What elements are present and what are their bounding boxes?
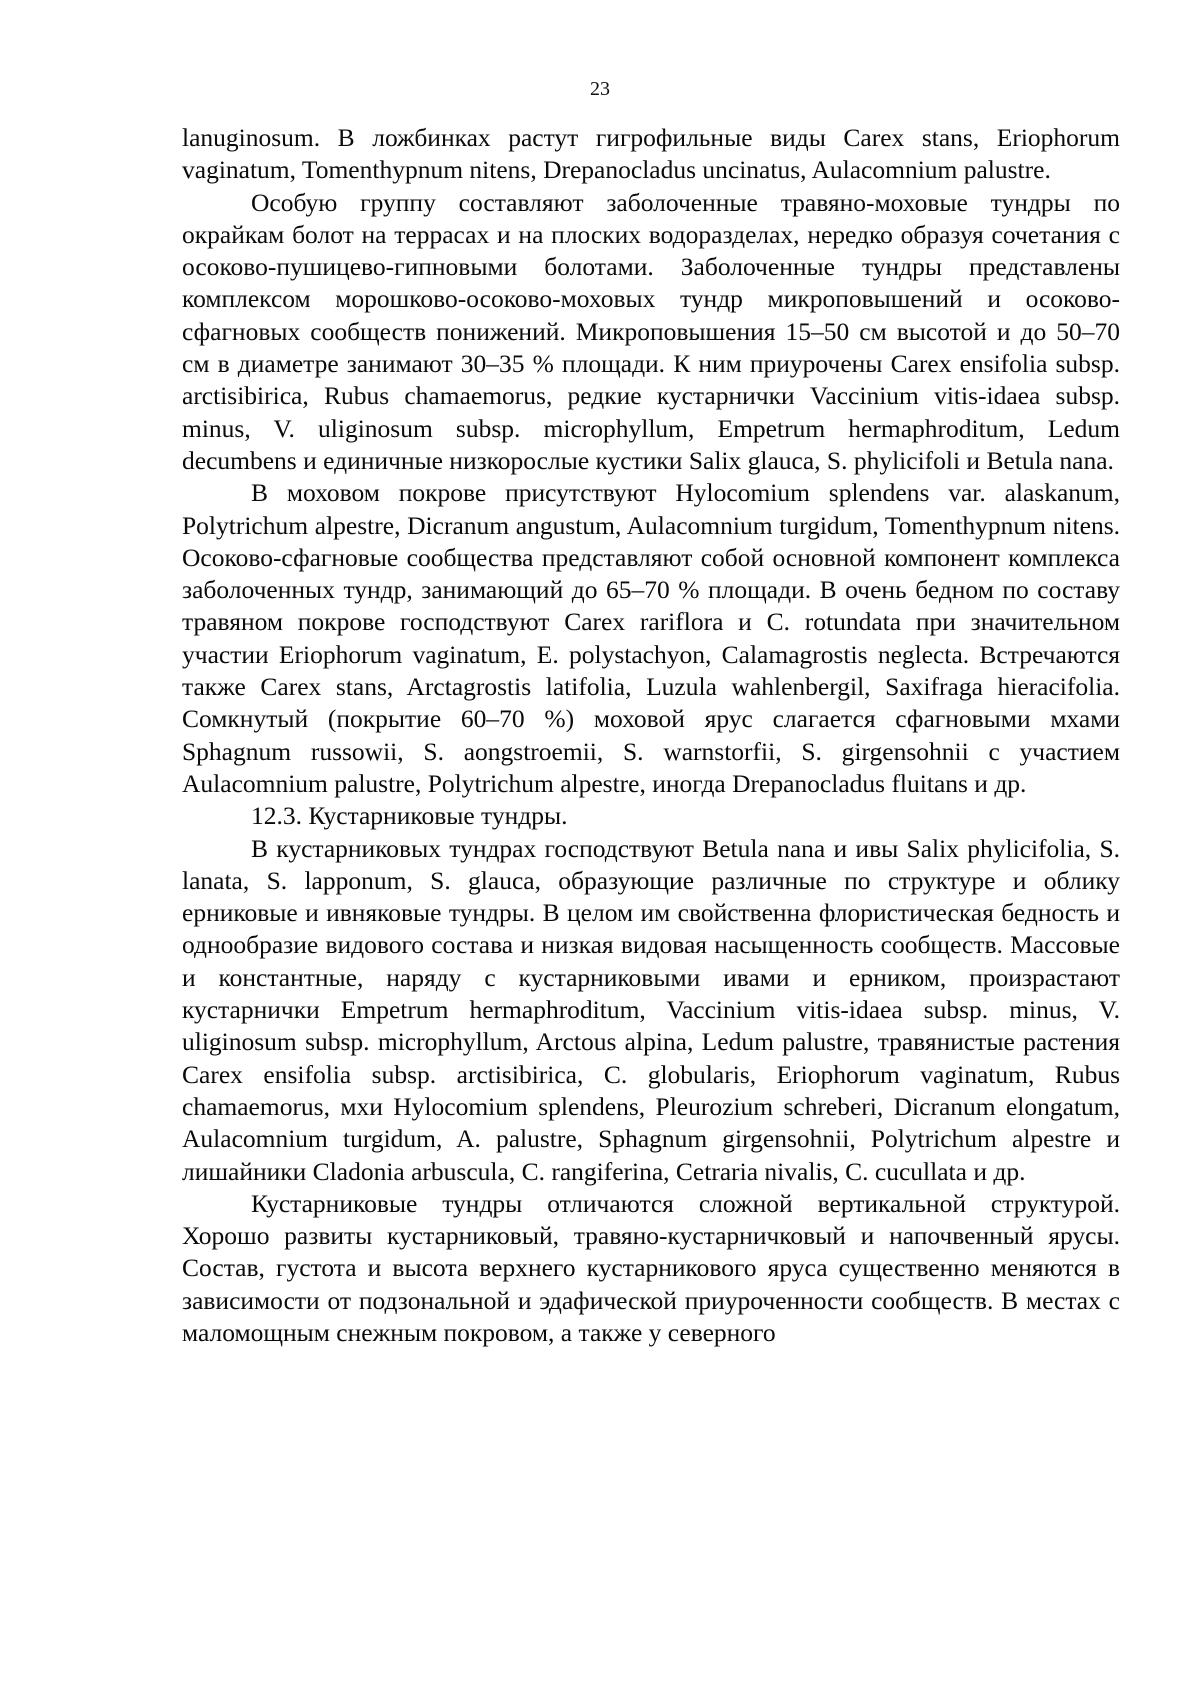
paragraph-vertical-structure: Кустарниковые тундры отличаются сложной вертикальной структурой. Хорошо развиты кустарниковый, травяно-кустарничковый и напочвенный ярусы. Состав, густота и высота верхнего кустарникового яруса существенно меняются в зависимости от подзональной и эдафической приуроченности сообществ. В местах с маломощным снежным покровом, а также у северного [182, 1188, 1120, 1347]
paragraph-shrub-tundra: В кустарниковых тундрах господствуют Betula nana и ивы Salix phylicifolia, S. lanata, S. lapponum, S. glauca, образующие различные по структуре и облику ерниковые и ивняковые тундры. В целом им свойственна флористическая бедность и однообразие видового состава и низкая видовая насыщенность сообществ. Массовые и константные, наряду с кустарниковыми ивами и ерником, произрастают кустарнички Empetrum hermaphroditum, Vaccinium vitis-idaea subsp. minus, V. uliginosum subsp. microphyllum, Arctous alpina, Ledum palustre, травянистые растения Carex ensifolia subsp. arctisibirica, C. globularis, Eriophorum vaginatum, Rubus chamaemorus, мхи Hylocomium splendens, Pleurozium schreberi, Dicranum elongatum, Aulacomnium turgidum, A. palustre, Sphagnum girgensohnii, Polytrichum alpestre и лишайники Cladonia arbuscula, C. rangiferina, Cetraria nivalis, C. cucullata и др. [182, 833, 1120, 1186]
paragraph-continuation: lanuginosum. В ложбинках растут гигрофильные виды Carex stans, Eriophorum vaginatum, Tomenthypnum nitens, Drepanocladus uncinatus, Aulacomnium palustre. [182, 123, 1120, 185]
paragraph-moss-cover: В моховом покрове присутствуют Hylocomium splendens var. alaskanum, Polytrichum alpestre, Dicranum angustum, Aulacomnium turgidum, Tomenthypnum nitens. Осоково-сфагновые сообщества представляют собой основной компонент комплекса заболоченных тундр, занимающий до 65–70 % площади. В очень бедном по составу травяном покрове господствуют Carex rariflora и C. rotundata при значительном участии Eriophorum vaginatum, E. polystachyon, Calamagrostis neglecta. Встречаются также Carex stans, Arctagrostis latifolia, Luzula wahlenbergil, Saxifraga hieracifolia. Сомкнутый (покрытие 60–70 %) моховой ярус слагается сфагновыми мхами Sphagnum russowii, S. aongstroemii, S. warnstorfii, S. girgensohnii с участием Aulacomnium palustre, Polytrichum alpestre, иногда Drepanocladus fluitans и др. [182, 478, 1120, 798]
page-number: 23 [590, 78, 610, 100]
section-heading: 12.3. Кустарниковые тундры. [251, 801, 568, 831]
body-text [182, 122, 1120, 1349]
paragraph-swampy-tundra: Особую группу составляют заболоченные травяно-моховые тундры по окрайкам болот на террасах и на плоских водоразделах, нередко образуя сочетания с осоково-пушицево-гипновыми болотами. Заболоченные тундры представлены комплексом морошково-осоково-моховых тундр микроповышений и осоково-сфагновых сообществ понижений. Микроповышения 15–50 см высотой и до 50–70 см в диаметре занимают 30–35 % площади. К ним приурочены Carex ensifolia subsp. arctisibirica, Rubus chamaemorus, редкие кустарнички Vaccinium vitis-idaea subsp. minus, V. uliginosum subsp. microphyllum, Empetrum hermaphroditum, Ledum decumbens и единичные низкорослые кустики Salix glauca, S. phylicifoli и Betula nana. [182, 187, 1120, 475]
